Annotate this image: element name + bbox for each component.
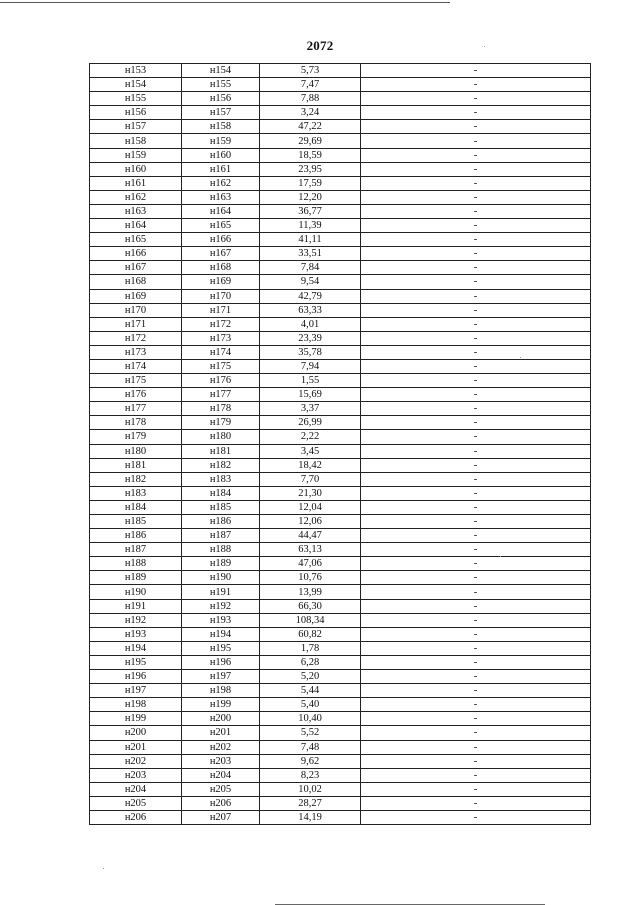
table-row — [90, 782, 591, 796]
page-number: 2072 — [306, 38, 334, 53]
distance-cell: 5,52 — [260, 726, 361, 740]
note-cell: - — [361, 712, 591, 726]
from-point-cell: н191 — [90, 599, 182, 613]
table-row — [90, 331, 591, 345]
to-point-cell: н156 — [182, 92, 260, 106]
table-row — [90, 712, 591, 726]
from-point-cell: н181 — [90, 458, 182, 472]
table-row — [90, 796, 591, 810]
from-point-cell: н183 — [90, 486, 182, 500]
from-point-cell: н155 — [90, 92, 182, 106]
table-row — [90, 571, 591, 585]
table-row — [90, 585, 591, 599]
note-cell: - — [361, 247, 591, 261]
table-body — [90, 64, 591, 825]
from-point-cell: н161 — [90, 176, 182, 190]
from-point-cell: н160 — [90, 162, 182, 176]
from-point-cell: н165 — [90, 233, 182, 247]
note-cell: - — [361, 190, 591, 204]
distance-cell: 23,39 — [260, 331, 361, 345]
note-cell: - — [361, 810, 591, 824]
note-cell: - — [361, 529, 591, 543]
to-point-cell: н176 — [182, 374, 260, 388]
from-point-cell: н189 — [90, 571, 182, 585]
to-point-cell: н168 — [182, 261, 260, 275]
distance-cell: 60,82 — [260, 627, 361, 641]
to-point-cell: н170 — [182, 289, 260, 303]
note-cell: - — [361, 289, 591, 303]
table-row — [90, 345, 591, 359]
note-cell: - — [361, 106, 591, 120]
note-cell: - — [361, 374, 591, 388]
table-row — [90, 247, 591, 261]
table-row — [90, 120, 591, 134]
from-point-cell: н198 — [90, 698, 182, 712]
to-point-cell: н165 — [182, 219, 260, 233]
from-point-cell: н164 — [90, 219, 182, 233]
distance-cell: 17,59 — [260, 176, 361, 190]
note-cell: - — [361, 782, 591, 796]
to-point-cell: н199 — [182, 698, 260, 712]
distance-cell: 47,22 — [260, 120, 361, 134]
note-cell: - — [361, 486, 591, 500]
table-row — [90, 458, 591, 472]
note-cell: - — [361, 585, 591, 599]
to-point-cell: н184 — [182, 486, 260, 500]
from-point-cell: н177 — [90, 402, 182, 416]
table-row — [90, 402, 591, 416]
from-point-cell: н157 — [90, 120, 182, 134]
distance-cell: 33,51 — [260, 247, 361, 261]
table-row — [90, 472, 591, 486]
note-cell: - — [361, 655, 591, 669]
from-point-cell: н180 — [90, 444, 182, 458]
to-point-cell: н204 — [182, 768, 260, 782]
to-point-cell: н161 — [182, 162, 260, 176]
to-point-cell: н196 — [182, 655, 260, 669]
to-point-cell: н172 — [182, 317, 260, 331]
note-cell: - — [361, 388, 591, 402]
note-cell: - — [361, 796, 591, 810]
note-cell: - — [361, 557, 591, 571]
from-point-cell: н162 — [90, 190, 182, 204]
to-point-cell: н169 — [182, 275, 260, 289]
to-point-cell: н201 — [182, 726, 260, 740]
distance-cell: 18,59 — [260, 148, 361, 162]
from-point-cell: н168 — [90, 275, 182, 289]
table-row — [90, 726, 591, 740]
note-cell: - — [361, 78, 591, 92]
distance-cell: 7,84 — [260, 261, 361, 275]
coordinates-table-wrapper — [89, 63, 591, 825]
from-point-cell: н190 — [90, 585, 182, 599]
to-point-cell: н154 — [182, 64, 260, 78]
to-point-cell: н166 — [182, 233, 260, 247]
table-row — [90, 176, 591, 190]
to-point-cell: н190 — [182, 571, 260, 585]
to-point-cell: н183 — [182, 472, 260, 486]
from-point-cell: н153 — [90, 64, 182, 78]
table-row — [90, 529, 591, 543]
scan-speck — [500, 556, 501, 557]
note-cell: - — [361, 275, 591, 289]
table-row — [90, 204, 591, 218]
distance-cell: 63,13 — [260, 543, 361, 557]
table-row — [90, 374, 591, 388]
to-point-cell: н195 — [182, 641, 260, 655]
from-point-cell: н176 — [90, 388, 182, 402]
table-row — [90, 641, 591, 655]
from-point-cell: н188 — [90, 557, 182, 571]
note-cell: - — [361, 543, 591, 557]
table-row — [90, 78, 591, 92]
note-cell: - — [361, 641, 591, 655]
to-point-cell: н205 — [182, 782, 260, 796]
to-point-cell: н207 — [182, 810, 260, 824]
note-cell: - — [361, 303, 591, 317]
distance-cell: 8,23 — [260, 768, 361, 782]
note-cell: - — [361, 754, 591, 768]
table-row — [90, 134, 591, 148]
distance-cell: 21,30 — [260, 486, 361, 500]
table-row — [90, 289, 591, 303]
table-row — [90, 740, 591, 754]
note-cell: - — [361, 627, 591, 641]
note-cell: - — [361, 64, 591, 78]
from-point-cell: н175 — [90, 374, 182, 388]
distance-cell: 7,48 — [260, 740, 361, 754]
distance-cell: 6,28 — [260, 655, 361, 669]
from-point-cell: н169 — [90, 289, 182, 303]
from-point-cell: н205 — [90, 796, 182, 810]
distance-cell: 10,02 — [260, 782, 361, 796]
to-point-cell: н206 — [182, 796, 260, 810]
table-row — [90, 486, 591, 500]
distance-cell: 29,69 — [260, 134, 361, 148]
distance-cell: 7,47 — [260, 78, 361, 92]
from-point-cell: н192 — [90, 613, 182, 627]
to-point-cell: н202 — [182, 740, 260, 754]
note-cell: - — [361, 472, 591, 486]
note-cell: - — [361, 416, 591, 430]
from-point-cell: н178 — [90, 416, 182, 430]
note-cell: - — [361, 402, 591, 416]
to-point-cell: н181 — [182, 444, 260, 458]
distance-cell: 3,37 — [260, 402, 361, 416]
note-cell: - — [361, 134, 591, 148]
from-point-cell: н194 — [90, 641, 182, 655]
from-point-cell: н199 — [90, 712, 182, 726]
from-point-cell: н156 — [90, 106, 182, 120]
from-point-cell: н158 — [90, 134, 182, 148]
table-row — [90, 543, 591, 557]
table-row — [90, 261, 591, 275]
from-point-cell: н201 — [90, 740, 182, 754]
top-scan-edge-line — [0, 2, 450, 3]
from-point-cell: н167 — [90, 261, 182, 275]
from-point-cell: н173 — [90, 345, 182, 359]
from-point-cell: н196 — [90, 670, 182, 684]
note-cell: - — [361, 458, 591, 472]
table-row — [90, 810, 591, 824]
to-point-cell: н162 — [182, 176, 260, 190]
to-point-cell: н189 — [182, 557, 260, 571]
table-row — [90, 303, 591, 317]
note-cell: - — [361, 359, 591, 373]
from-point-cell: н154 — [90, 78, 182, 92]
to-point-cell: н194 — [182, 627, 260, 641]
table-row — [90, 148, 591, 162]
to-point-cell: н164 — [182, 204, 260, 218]
from-point-cell: н203 — [90, 768, 182, 782]
distance-cell: 63,33 — [260, 303, 361, 317]
to-point-cell: н174 — [182, 345, 260, 359]
to-point-cell: н177 — [182, 388, 260, 402]
note-cell: - — [361, 148, 591, 162]
distance-cell: 7,88 — [260, 92, 361, 106]
distance-cell: 26,99 — [260, 416, 361, 430]
table-row — [90, 655, 591, 669]
distance-cell: 3,45 — [260, 444, 361, 458]
distance-cell: 13,99 — [260, 585, 361, 599]
note-cell: - — [361, 670, 591, 684]
to-point-cell: н167 — [182, 247, 260, 261]
distance-cell: 9,54 — [260, 275, 361, 289]
note-cell: - — [361, 430, 591, 444]
distance-cell: 4,01 — [260, 317, 361, 331]
to-point-cell: н155 — [182, 78, 260, 92]
table-row — [90, 64, 591, 78]
to-point-cell: н180 — [182, 430, 260, 444]
distance-cell: 1,78 — [260, 641, 361, 655]
to-point-cell: н187 — [182, 529, 260, 543]
to-point-cell: н159 — [182, 134, 260, 148]
coordinates-table — [89, 63, 591, 825]
distance-cell: 5,44 — [260, 684, 361, 698]
distance-cell: 1,55 — [260, 374, 361, 388]
from-point-cell: н179 — [90, 430, 182, 444]
from-point-cell: н184 — [90, 500, 182, 514]
to-point-cell: н191 — [182, 585, 260, 599]
to-point-cell: н160 — [182, 148, 260, 162]
distance-cell: 18,42 — [260, 458, 361, 472]
note-cell: - — [361, 331, 591, 345]
from-point-cell: н193 — [90, 627, 182, 641]
table-row — [90, 613, 591, 627]
table-row — [90, 557, 591, 571]
note-cell: - — [361, 162, 591, 176]
note-cell: - — [361, 599, 591, 613]
distance-cell: 66,30 — [260, 599, 361, 613]
distance-cell: 12,04 — [260, 500, 361, 514]
distance-cell: 41,11 — [260, 233, 361, 247]
table-row — [90, 219, 591, 233]
to-point-cell: н163 — [182, 190, 260, 204]
to-point-cell: н185 — [182, 500, 260, 514]
distance-cell: 28,27 — [260, 796, 361, 810]
note-cell: - — [361, 176, 591, 190]
note-cell: - — [361, 261, 591, 275]
to-point-cell: н203 — [182, 754, 260, 768]
to-point-cell: н200 — [182, 712, 260, 726]
distance-cell: 36,77 — [260, 204, 361, 218]
distance-cell: 47,06 — [260, 557, 361, 571]
note-cell: - — [361, 345, 591, 359]
note-cell: - — [361, 768, 591, 782]
note-cell: - — [361, 500, 591, 514]
distance-cell: 7,94 — [260, 359, 361, 373]
note-cell: - — [361, 444, 591, 458]
scan-speck — [520, 357, 521, 358]
note-cell: - — [361, 726, 591, 740]
note-cell: - — [361, 233, 591, 247]
distance-cell: 15,69 — [260, 388, 361, 402]
scan-speck — [103, 868, 104, 869]
distance-cell: 5,20 — [260, 670, 361, 684]
from-point-cell: н204 — [90, 782, 182, 796]
to-point-cell: н175 — [182, 359, 260, 373]
distance-cell: 12,20 — [260, 190, 361, 204]
from-point-cell: н186 — [90, 529, 182, 543]
from-point-cell: н197 — [90, 684, 182, 698]
distance-cell: 42,79 — [260, 289, 361, 303]
scan-speck — [484, 46, 485, 47]
table-row — [90, 515, 591, 529]
distance-cell: 35,78 — [260, 345, 361, 359]
to-point-cell: н173 — [182, 331, 260, 345]
table-row — [90, 627, 591, 641]
to-point-cell: н192 — [182, 599, 260, 613]
table-row — [90, 684, 591, 698]
distance-cell: 23,95 — [260, 162, 361, 176]
distance-cell: 2,22 — [260, 430, 361, 444]
from-point-cell: н206 — [90, 810, 182, 824]
distance-cell: 3,24 — [260, 106, 361, 120]
distance-cell: 5,73 — [260, 64, 361, 78]
to-point-cell: н188 — [182, 543, 260, 557]
to-point-cell: н158 — [182, 120, 260, 134]
distance-cell: 9,62 — [260, 754, 361, 768]
distance-cell: 14,19 — [260, 810, 361, 824]
note-cell: - — [361, 120, 591, 134]
from-point-cell: н171 — [90, 317, 182, 331]
to-point-cell: н193 — [182, 613, 260, 627]
distance-cell: 12,06 — [260, 515, 361, 529]
note-cell: - — [361, 698, 591, 712]
table-row — [90, 768, 591, 782]
table-row — [90, 106, 591, 120]
table-row — [90, 275, 591, 289]
from-point-cell: н163 — [90, 204, 182, 218]
to-point-cell: н182 — [182, 458, 260, 472]
table-row — [90, 754, 591, 768]
from-point-cell: н172 — [90, 331, 182, 345]
distance-cell: 11,39 — [260, 219, 361, 233]
table-row — [90, 698, 591, 712]
note-cell: - — [361, 219, 591, 233]
from-point-cell: н170 — [90, 303, 182, 317]
distance-cell: 44,47 — [260, 529, 361, 543]
from-point-cell: н159 — [90, 148, 182, 162]
distance-cell: 5,40 — [260, 698, 361, 712]
table-row — [90, 670, 591, 684]
from-point-cell: н187 — [90, 543, 182, 557]
from-point-cell: н200 — [90, 726, 182, 740]
from-point-cell: н166 — [90, 247, 182, 261]
note-cell: - — [361, 92, 591, 106]
note-cell: - — [361, 515, 591, 529]
from-point-cell: н182 — [90, 472, 182, 486]
from-point-cell: н185 — [90, 515, 182, 529]
table-row — [90, 317, 591, 331]
table-row — [90, 416, 591, 430]
table-row — [90, 388, 591, 402]
distance-cell: 108,34 — [260, 613, 361, 627]
note-cell: - — [361, 740, 591, 754]
to-point-cell: н171 — [182, 303, 260, 317]
to-point-cell: н179 — [182, 416, 260, 430]
table-row — [90, 444, 591, 458]
to-point-cell: н197 — [182, 670, 260, 684]
from-point-cell: н195 — [90, 655, 182, 669]
note-cell: - — [361, 571, 591, 585]
to-point-cell: н178 — [182, 402, 260, 416]
table-row — [90, 190, 591, 204]
table-row — [90, 430, 591, 444]
table-row — [90, 162, 591, 176]
table-row — [90, 359, 591, 373]
note-cell: - — [361, 317, 591, 331]
distance-cell: 10,40 — [260, 712, 361, 726]
table-row — [90, 500, 591, 514]
to-point-cell: н186 — [182, 515, 260, 529]
to-point-cell: н198 — [182, 684, 260, 698]
distance-cell: 10,76 — [260, 571, 361, 585]
note-cell: - — [361, 204, 591, 218]
note-cell: - — [361, 684, 591, 698]
table-row — [90, 599, 591, 613]
distance-cell: 7,70 — [260, 472, 361, 486]
table-row — [90, 92, 591, 106]
from-point-cell: н202 — [90, 754, 182, 768]
note-cell: - — [361, 613, 591, 627]
table-row — [90, 233, 591, 247]
from-point-cell: н174 — [90, 359, 182, 373]
to-point-cell: н157 — [182, 106, 260, 120]
